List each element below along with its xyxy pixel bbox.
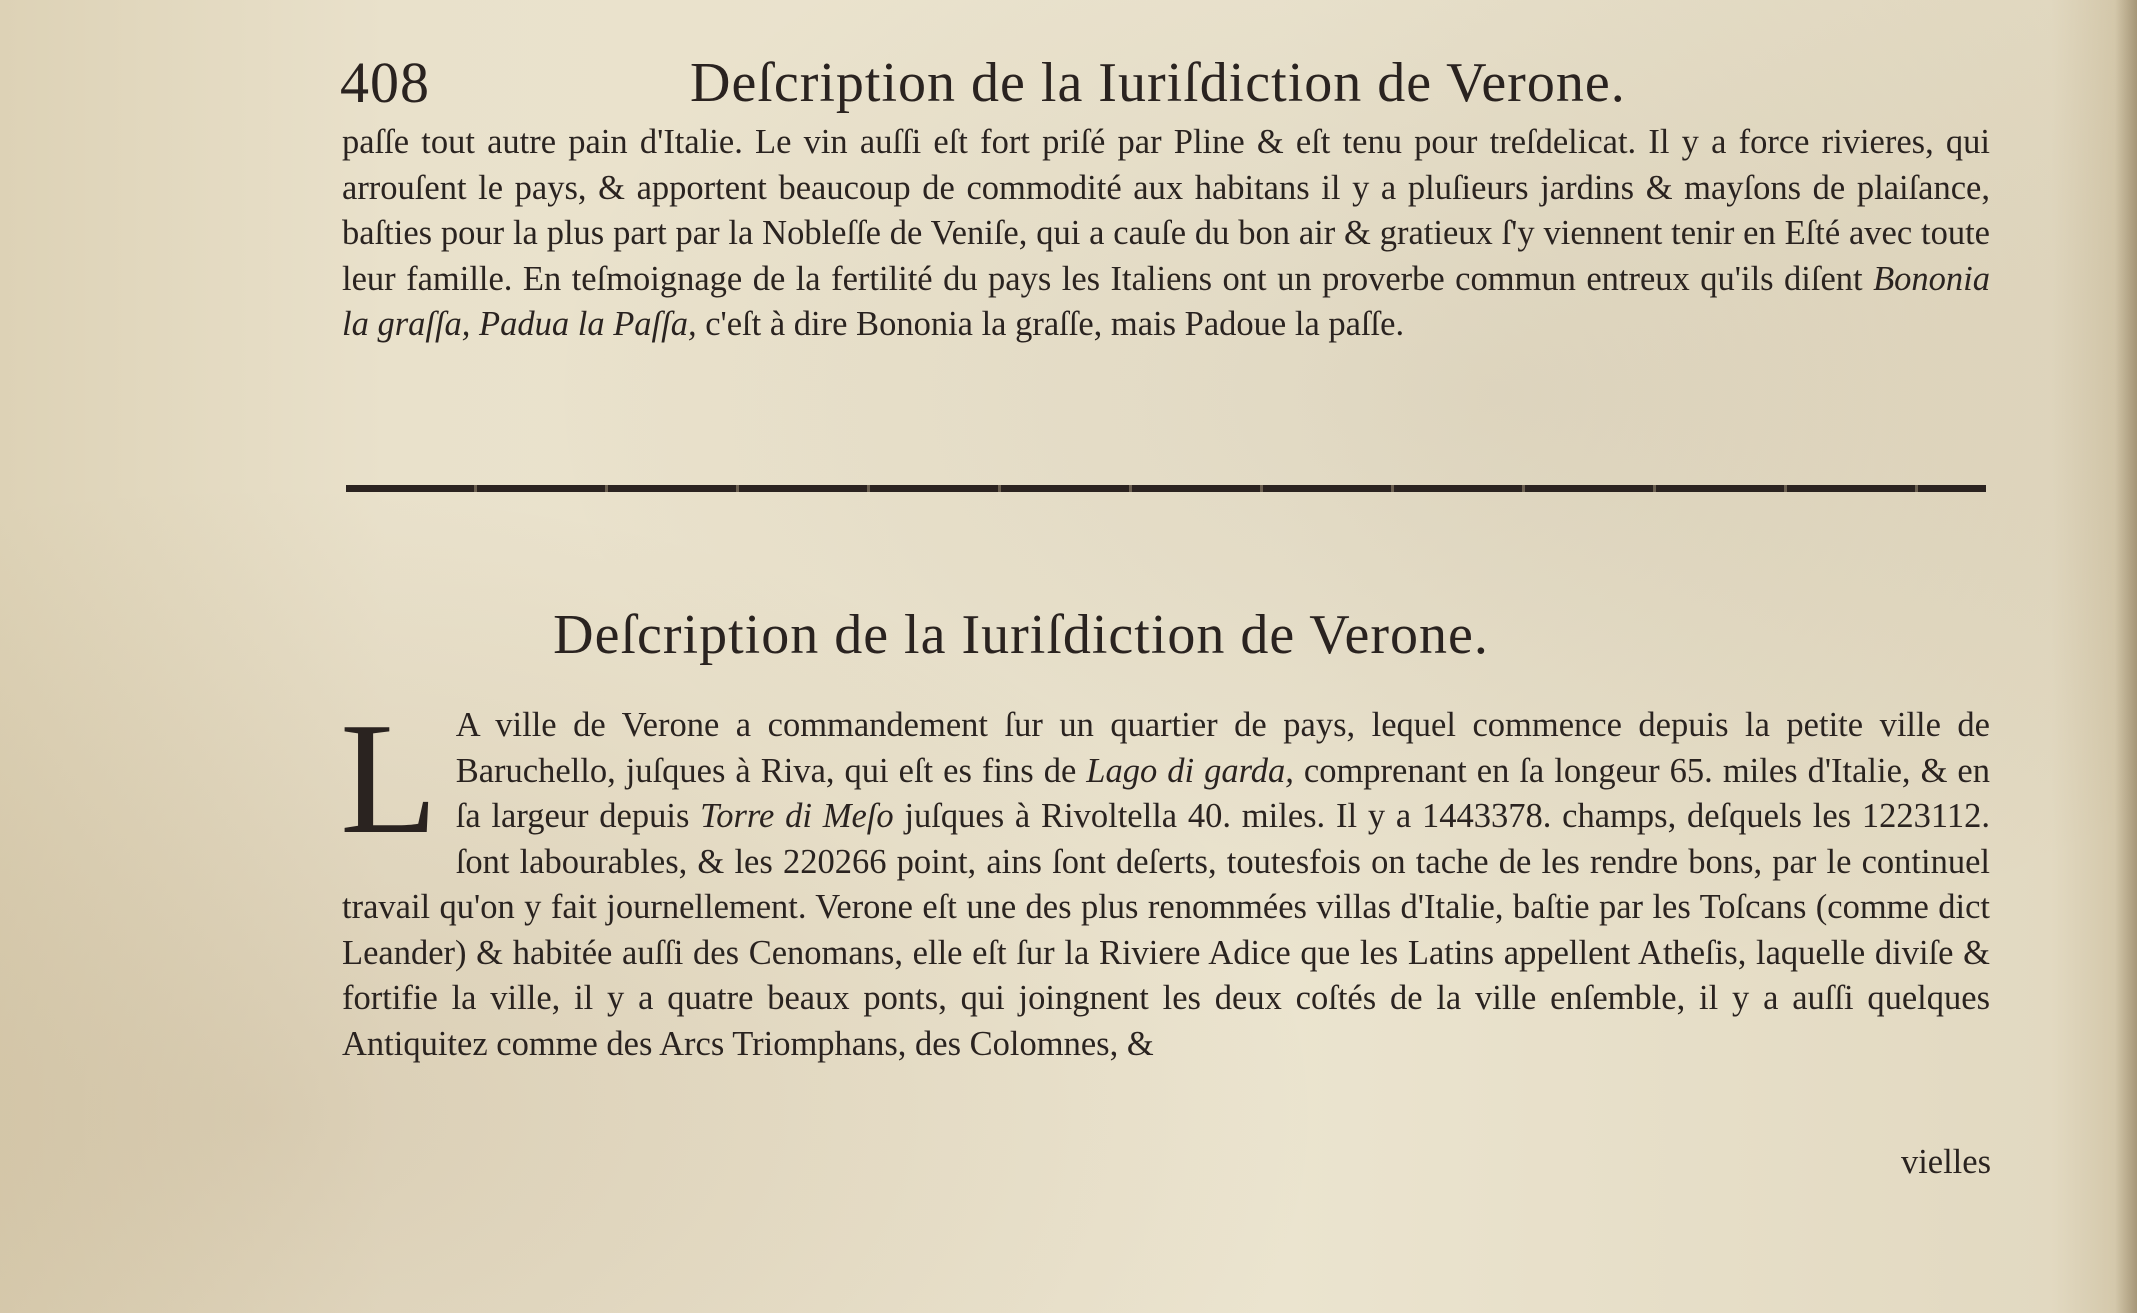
top-paragraph-text: paſſe tout autre pain d'Italie. Le vin auſſi eſt fort priſé par Pline & eſt tenu pour treſdelicat. Il y a force rivieres, qui arrouſent le pays, & apportent beaucoup de commodité aux habitans il y a pluſieurs jardins & mayſons de plaiſance, baſties pour la plus part par la Nobleſſe de Veniſe, qui a cauſe du bon air & gratieux ſ'y viennent tenir en Eſté avec toute leur famille. En teſmoignage de la fertilité du pays les Italiens ont un proverbe commun entreux qu'ils diſent (342, 123, 1990, 298)
lake-name-italic: Lago di garda, (1086, 751, 1294, 790)
main-text-part2: comprenant en ſa longeur 65. miles d'Italie, & en ſa largeur depuis (455, 751, 1990, 835)
page-header (340, 48, 1990, 118)
proverb-italic: Bononia la graſſa, Padua la Paſſa, (342, 259, 1990, 343)
tower-name-italic: Torre di Meſo (700, 797, 894, 835)
top-paragraph-text-end: c'eſt à dire Bononia la graſſe, mais Padoue la paſſe. (696, 305, 1405, 343)
main-text-part3: juſques à Rivoltella 40. miles. Il y a 1443378. champs, deſquels les 1223112. ſont labourables, & les 220266 point, ains ſont deſerts, toutesfois on tache de les rendre bons, par le continuel travail qu'on y fait journellement. Verone eſt une des plus renommées villas d'Italie, baſtie par les Toſcans (comme dict Leander) & habitée auſſi des Cenomans, elle eſt ſur la Riviere Adice que les Latins appellent Atheſis, laquelle diviſe & fortifie la ville, il y a quatre beaux ponts, qui joingnent les deux coſtés de la ville enſemble, il y a auſſi quelques Antiquitez comme des Arcs Triomphans, des Colomnes, & (342, 797, 1990, 1063)
main-paragraph (340, 689, 1990, 1067)
running-title: Deſcription de la Iuriſdiction de Verone. (690, 52, 1626, 114)
main-text-part1: A ville de Verone a commandement ſur un quartier de pays, lequel commence depuis la petite ville de Baruchello, juſques à Riva, qui eſt es fins de (455, 706, 1990, 790)
top-paragraph (342, 120, 1990, 348)
catchword: vielles (1900, 1143, 1991, 1181)
drop-cap: L (340, 689, 438, 867)
section-title: Deſcription de la Iuriſdiction de Verone. (553, 604, 1489, 666)
page-number: 408 (340, 50, 430, 115)
section-divider (346, 485, 1986, 492)
